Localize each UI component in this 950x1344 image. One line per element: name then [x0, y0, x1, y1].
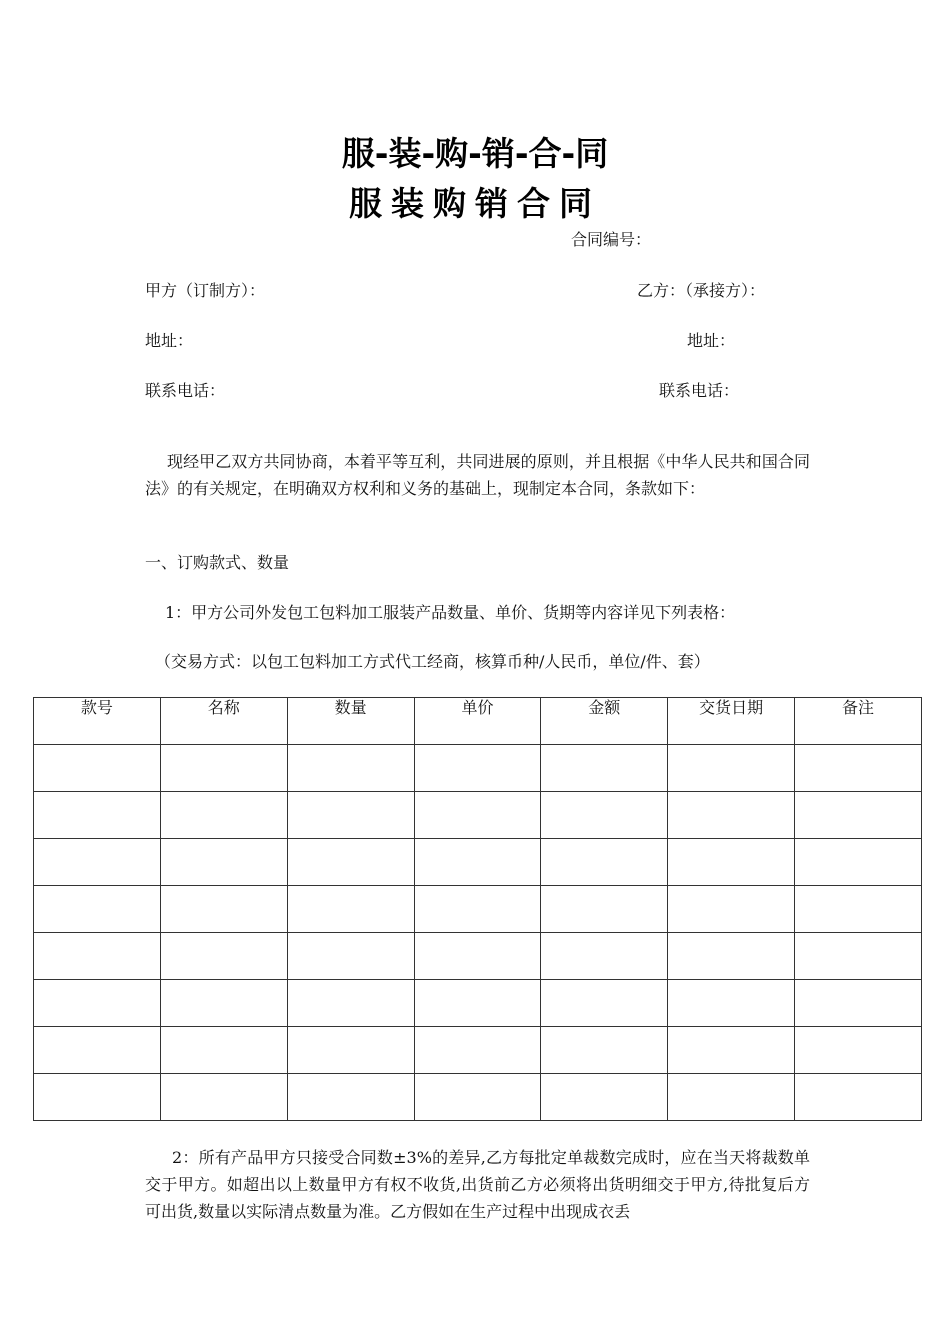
table-cell[interactable]: [160, 839, 287, 886]
document-title: 服装购销合同: [349, 184, 601, 223]
table-cell[interactable]: [414, 792, 541, 839]
table-row: [34, 980, 922, 1027]
party-b-phone-label: 联系电话：: [659, 381, 740, 400]
contract-number-label: 合同编号：: [571, 230, 652, 249]
header-name: 名称: [160, 698, 287, 745]
table-cell[interactable]: [287, 933, 414, 980]
table-cell[interactable]: [541, 1027, 668, 1074]
table-row: [34, 839, 922, 886]
table-cell[interactable]: [160, 980, 287, 1027]
table-cell[interactable]: [34, 745, 161, 792]
table-cell[interactable]: [287, 792, 414, 839]
table-cell[interactable]: [160, 745, 287, 792]
table-cell[interactable]: [287, 1027, 414, 1074]
party-a-label: 甲方（订制方）：: [145, 281, 266, 300]
table-cell[interactable]: [414, 1027, 541, 1074]
table-cell[interactable]: [668, 886, 795, 933]
table-cell[interactable]: [414, 745, 541, 792]
table-row: [34, 745, 922, 792]
table-row: [34, 886, 922, 933]
trade-method-note: （交易方式：以包工包料加工方式代工经商，核算币种/人民币，单位/件、套）: [155, 652, 710, 671]
table-cell[interactable]: [34, 839, 161, 886]
header-amount: 金额: [541, 698, 668, 745]
table-cell[interactable]: [160, 1074, 287, 1121]
table-cell[interactable]: [160, 1027, 287, 1074]
table-cell[interactable]: [541, 1074, 668, 1121]
clause-1: 1：甲方公司外发包工包料加工服装产品数量、单价、货期等内容详见下列表格：: [165, 603, 736, 622]
table-cell[interactable]: [34, 933, 161, 980]
party-b-address-label: 地址：: [687, 331, 736, 350]
table-cell[interactable]: [287, 980, 414, 1027]
table-cell[interactable]: [668, 980, 795, 1027]
intro-paragraph: 现经甲乙双方共同协商，本着平等互利，共同进展的原则，并且根据《中华人民共和国合同法》的有关规定，在明确双方权利和义务的基础上，现制定本合同，条款如下：: [145, 452, 810, 498]
table-cell[interactable]: [795, 839, 922, 886]
table-cell[interactable]: [668, 792, 795, 839]
table-cell[interactable]: [668, 745, 795, 792]
table-cell[interactable]: [795, 980, 922, 1027]
table-cell[interactable]: [668, 1027, 795, 1074]
table-header-row: [34, 698, 922, 745]
table-cell[interactable]: [160, 792, 287, 839]
table-cell[interactable]: [414, 839, 541, 886]
header-remarks: 备注: [795, 698, 922, 745]
table-cell[interactable]: [541, 839, 668, 886]
table-cell[interactable]: [795, 1027, 922, 1074]
table-row: [34, 1074, 922, 1121]
table-cell[interactable]: [160, 886, 287, 933]
table-cell[interactable]: [414, 980, 541, 1027]
party-b-label: 乙方：（承接方）：: [637, 281, 766, 300]
table-cell[interactable]: [34, 886, 161, 933]
table-cell[interactable]: [287, 745, 414, 792]
table-cell[interactable]: [414, 886, 541, 933]
table-cell[interactable]: [795, 792, 922, 839]
table-cell[interactable]: [414, 1074, 541, 1121]
header-delivery-date: 交货日期: [668, 698, 795, 745]
table-cell[interactable]: [541, 792, 668, 839]
table-cell[interactable]: [34, 980, 161, 1027]
clause-2: 2：所有产品甲方只接受合同数±3%的差异,乙方每批定单裁数完成时，应在当天将裁数单交于甲方。如超出以上数量甲方有权不收货,出货前乙方必须将出货明细交于甲方,待批复后方可出货,数量以实际清点数量为准。乙方假如在生产过程中出现成衣丢: [145, 1148, 810, 1221]
table-cell[interactable]: [287, 1074, 414, 1121]
table-row: [34, 1027, 922, 1074]
table-row: [34, 933, 922, 980]
table-cell[interactable]: [287, 886, 414, 933]
table-cell[interactable]: [34, 1027, 161, 1074]
table-cell[interactable]: [668, 839, 795, 886]
header-style-no: 款号: [34, 698, 161, 745]
table-cell[interactable]: [541, 933, 668, 980]
table-cell[interactable]: [160, 933, 287, 980]
table-cell[interactable]: [414, 933, 541, 980]
table-cell[interactable]: [795, 933, 922, 980]
table-cell[interactable]: [541, 886, 668, 933]
party-a-phone-label: 联系电话：: [145, 381, 226, 400]
party-a-address-label: 地址：: [145, 331, 194, 350]
document-title-spaced: 服-装-购-销-合-同: [341, 134, 609, 173]
table-row: [34, 792, 922, 839]
header-quantity: 数量: [287, 698, 414, 745]
order-table: [33, 697, 922, 1121]
table-cell[interactable]: [541, 980, 668, 1027]
section-1-heading: 一、订购款式、数量: [145, 553, 290, 572]
table-cell[interactable]: [668, 1074, 795, 1121]
table-cell[interactable]: [541, 745, 668, 792]
table-cell[interactable]: [34, 792, 161, 839]
table-cell[interactable]: [34, 1074, 161, 1121]
table-cell[interactable]: [795, 745, 922, 792]
table-cell[interactable]: [795, 1074, 922, 1121]
table-cell[interactable]: [287, 839, 414, 886]
table-cell[interactable]: [668, 933, 795, 980]
header-unit-price: 单价: [414, 698, 541, 745]
table-cell[interactable]: [795, 886, 922, 933]
